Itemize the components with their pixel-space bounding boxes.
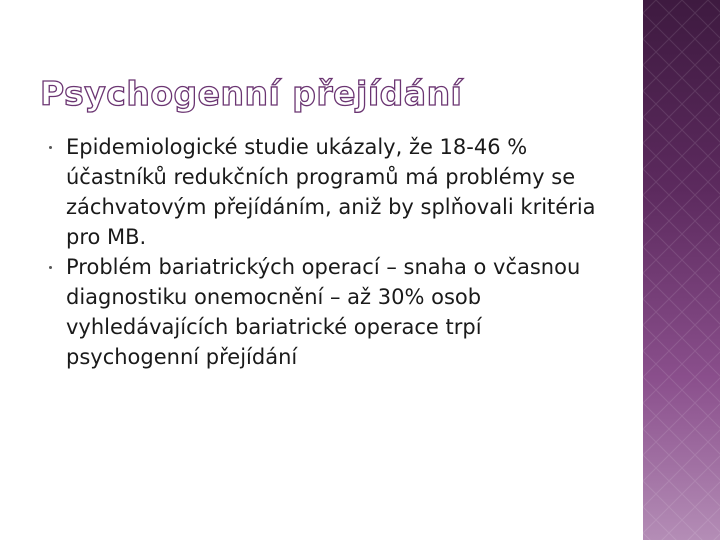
bullet-text: Problém bariatrických operací – snaha o včasnou diagnostiku onemocnění – až 30% osob vyhledávajících bariatrické operace trpí psychogenní přejídání [66, 255, 581, 369]
decorative-side-panel [642, 0, 720, 540]
bullet-list [40, 132, 600, 372]
bullet-item [40, 132, 600, 252]
bullet-dot-icon [49, 266, 52, 269]
slide-title: Psychogenní přejídání [40, 74, 463, 113]
bullet-dot-icon [49, 146, 52, 149]
diamond-pattern-icon [643, 0, 720, 540]
bullet-text: Epidemiologické studie ukázaly, že 18-46 % účastníků redukčních programů má problémy se záchvatovým přejídáním, aniž by splňovali kritéria pro MB. [66, 135, 596, 249]
bullet-item [40, 252, 600, 372]
